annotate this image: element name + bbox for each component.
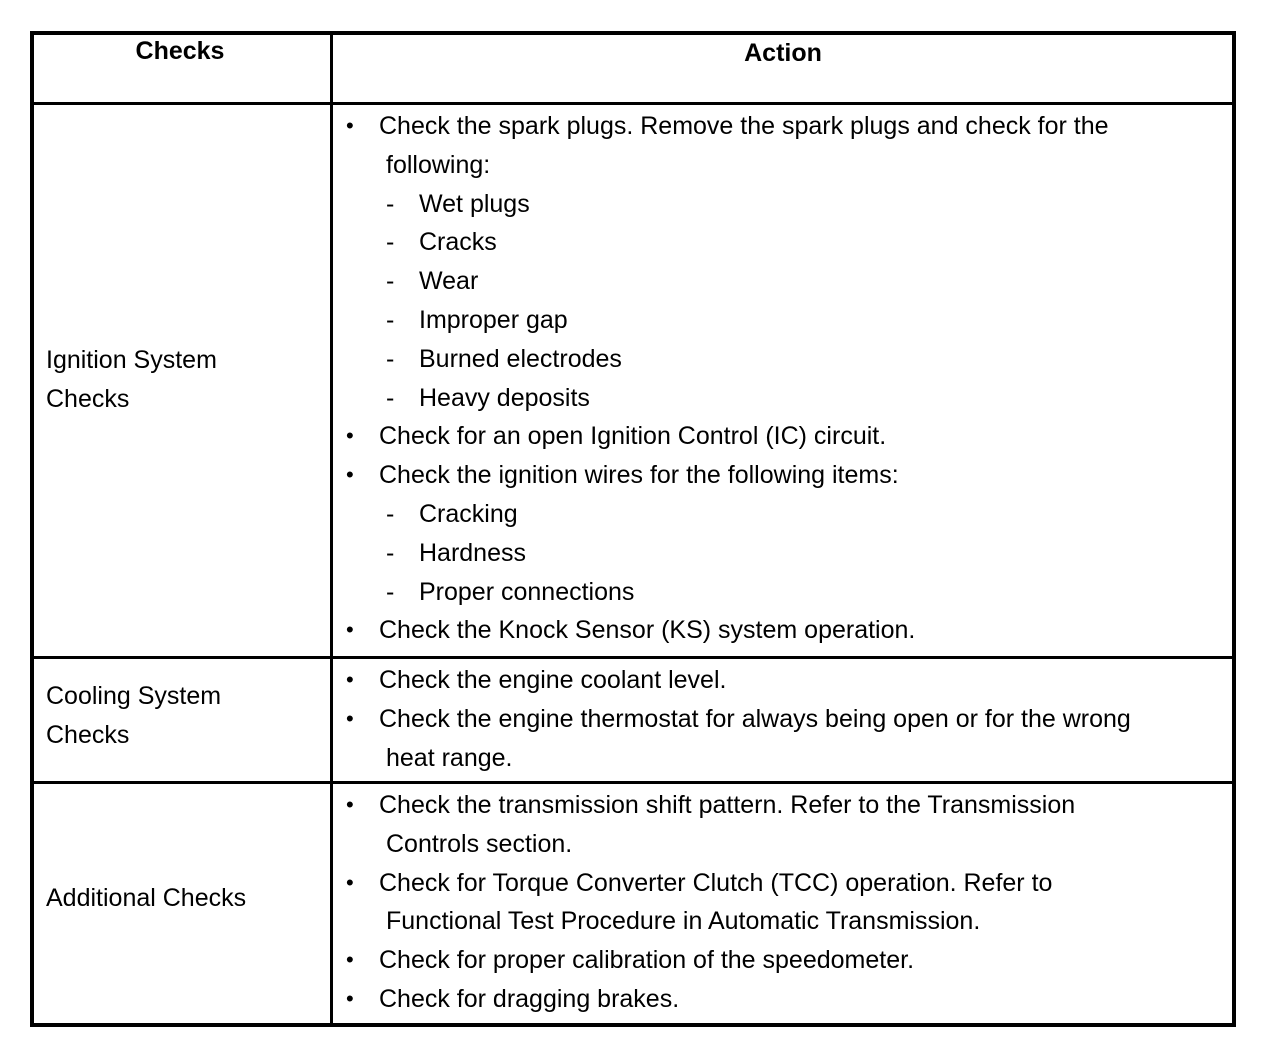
sub-item: Heavy deposits [419, 383, 590, 412]
sub-item: Cracking [419, 500, 518, 528]
dash-icon: - [386, 267, 395, 296]
action-item-continuation: following: [386, 150, 491, 179]
action-item: Check for dragging brakes. [379, 985, 680, 1013]
bullet-icon: • [346, 617, 354, 643]
table-border-bottom [30, 1023, 1236, 1027]
dash-icon: - [386, 306, 395, 334]
sub-item: Wet plugs [419, 189, 530, 218]
check-label: Additional Checks [46, 884, 247, 912]
table-border-left [30, 31, 34, 1027]
action-item-continuation: heat range. [386, 743, 513, 772]
action-item: Check for Torque Converter Clutch (TCC) operation. Refer to [379, 868, 1053, 897]
bullet-icon: • [346, 792, 354, 817]
action-item: Check for proper calibration of the speedometer. [379, 946, 915, 975]
check-label: Ignition System [46, 346, 217, 374]
action-item: Check the engine coolant level. [379, 666, 727, 694]
header-checks: Checks [135, 37, 225, 65]
sub-item: Cracks [419, 228, 497, 257]
check-label: Checks [46, 720, 130, 749]
action-item: Check the spark plugs. Remove the spark plugs and check for the [379, 112, 1109, 140]
action-item-continuation: Controls section. [386, 829, 573, 858]
sub-item: Burned electrodes [419, 344, 622, 373]
bullet-icon: • [346, 423, 354, 449]
bullet-icon: • [346, 947, 354, 973]
dash-icon: - [386, 500, 395, 528]
header-divider [30, 102, 1236, 105]
action-item: Check the engine thermostat for always being open or for the wrong [379, 704, 1131, 733]
dash-icon: - [386, 189, 395, 218]
action-item: Check the ignition wires for the following items: [379, 461, 899, 490]
action-item-continuation: Functional Test Procedure in Automatic Transmission. [386, 907, 981, 936]
row-divider-1 [30, 656, 1236, 659]
action-item: Check for an open Ignition Control (IC) circuit. [379, 422, 887, 451]
action-item: Check the Knock Sensor (KS) system operation. [379, 616, 916, 645]
bullet-icon: • [346, 462, 354, 488]
sub-item: Hardness [419, 538, 526, 567]
table-border-top [30, 31, 1236, 35]
check-label: Cooling System [46, 682, 222, 710]
bullet-icon: • [346, 113, 354, 138]
bullet-icon: • [346, 986, 354, 1011]
column-divider [330, 31, 333, 1027]
dash-icon: - [386, 383, 395, 412]
sub-item: Improper gap [419, 306, 568, 334]
bullet-icon: • [346, 705, 354, 731]
row-divider-2 [30, 781, 1236, 784]
bullet-icon: • [346, 667, 354, 692]
sub-item: Proper connections [419, 577, 635, 606]
check-label: Checks [46, 384, 130, 413]
sub-item: Wear [419, 267, 479, 296]
header-action: Action [744, 39, 822, 67]
action-item: Check the transmission shift pattern. Refer to the Transmission [379, 791, 1076, 819]
bullet-icon: • [346, 869, 354, 895]
dash-icon: - [386, 228, 395, 257]
table-border-right [1232, 31, 1236, 1027]
dash-icon: - [386, 344, 395, 373]
dash-icon: - [386, 538, 395, 567]
checks-table [30, 31, 1236, 1027]
dash-icon: - [386, 577, 395, 606]
